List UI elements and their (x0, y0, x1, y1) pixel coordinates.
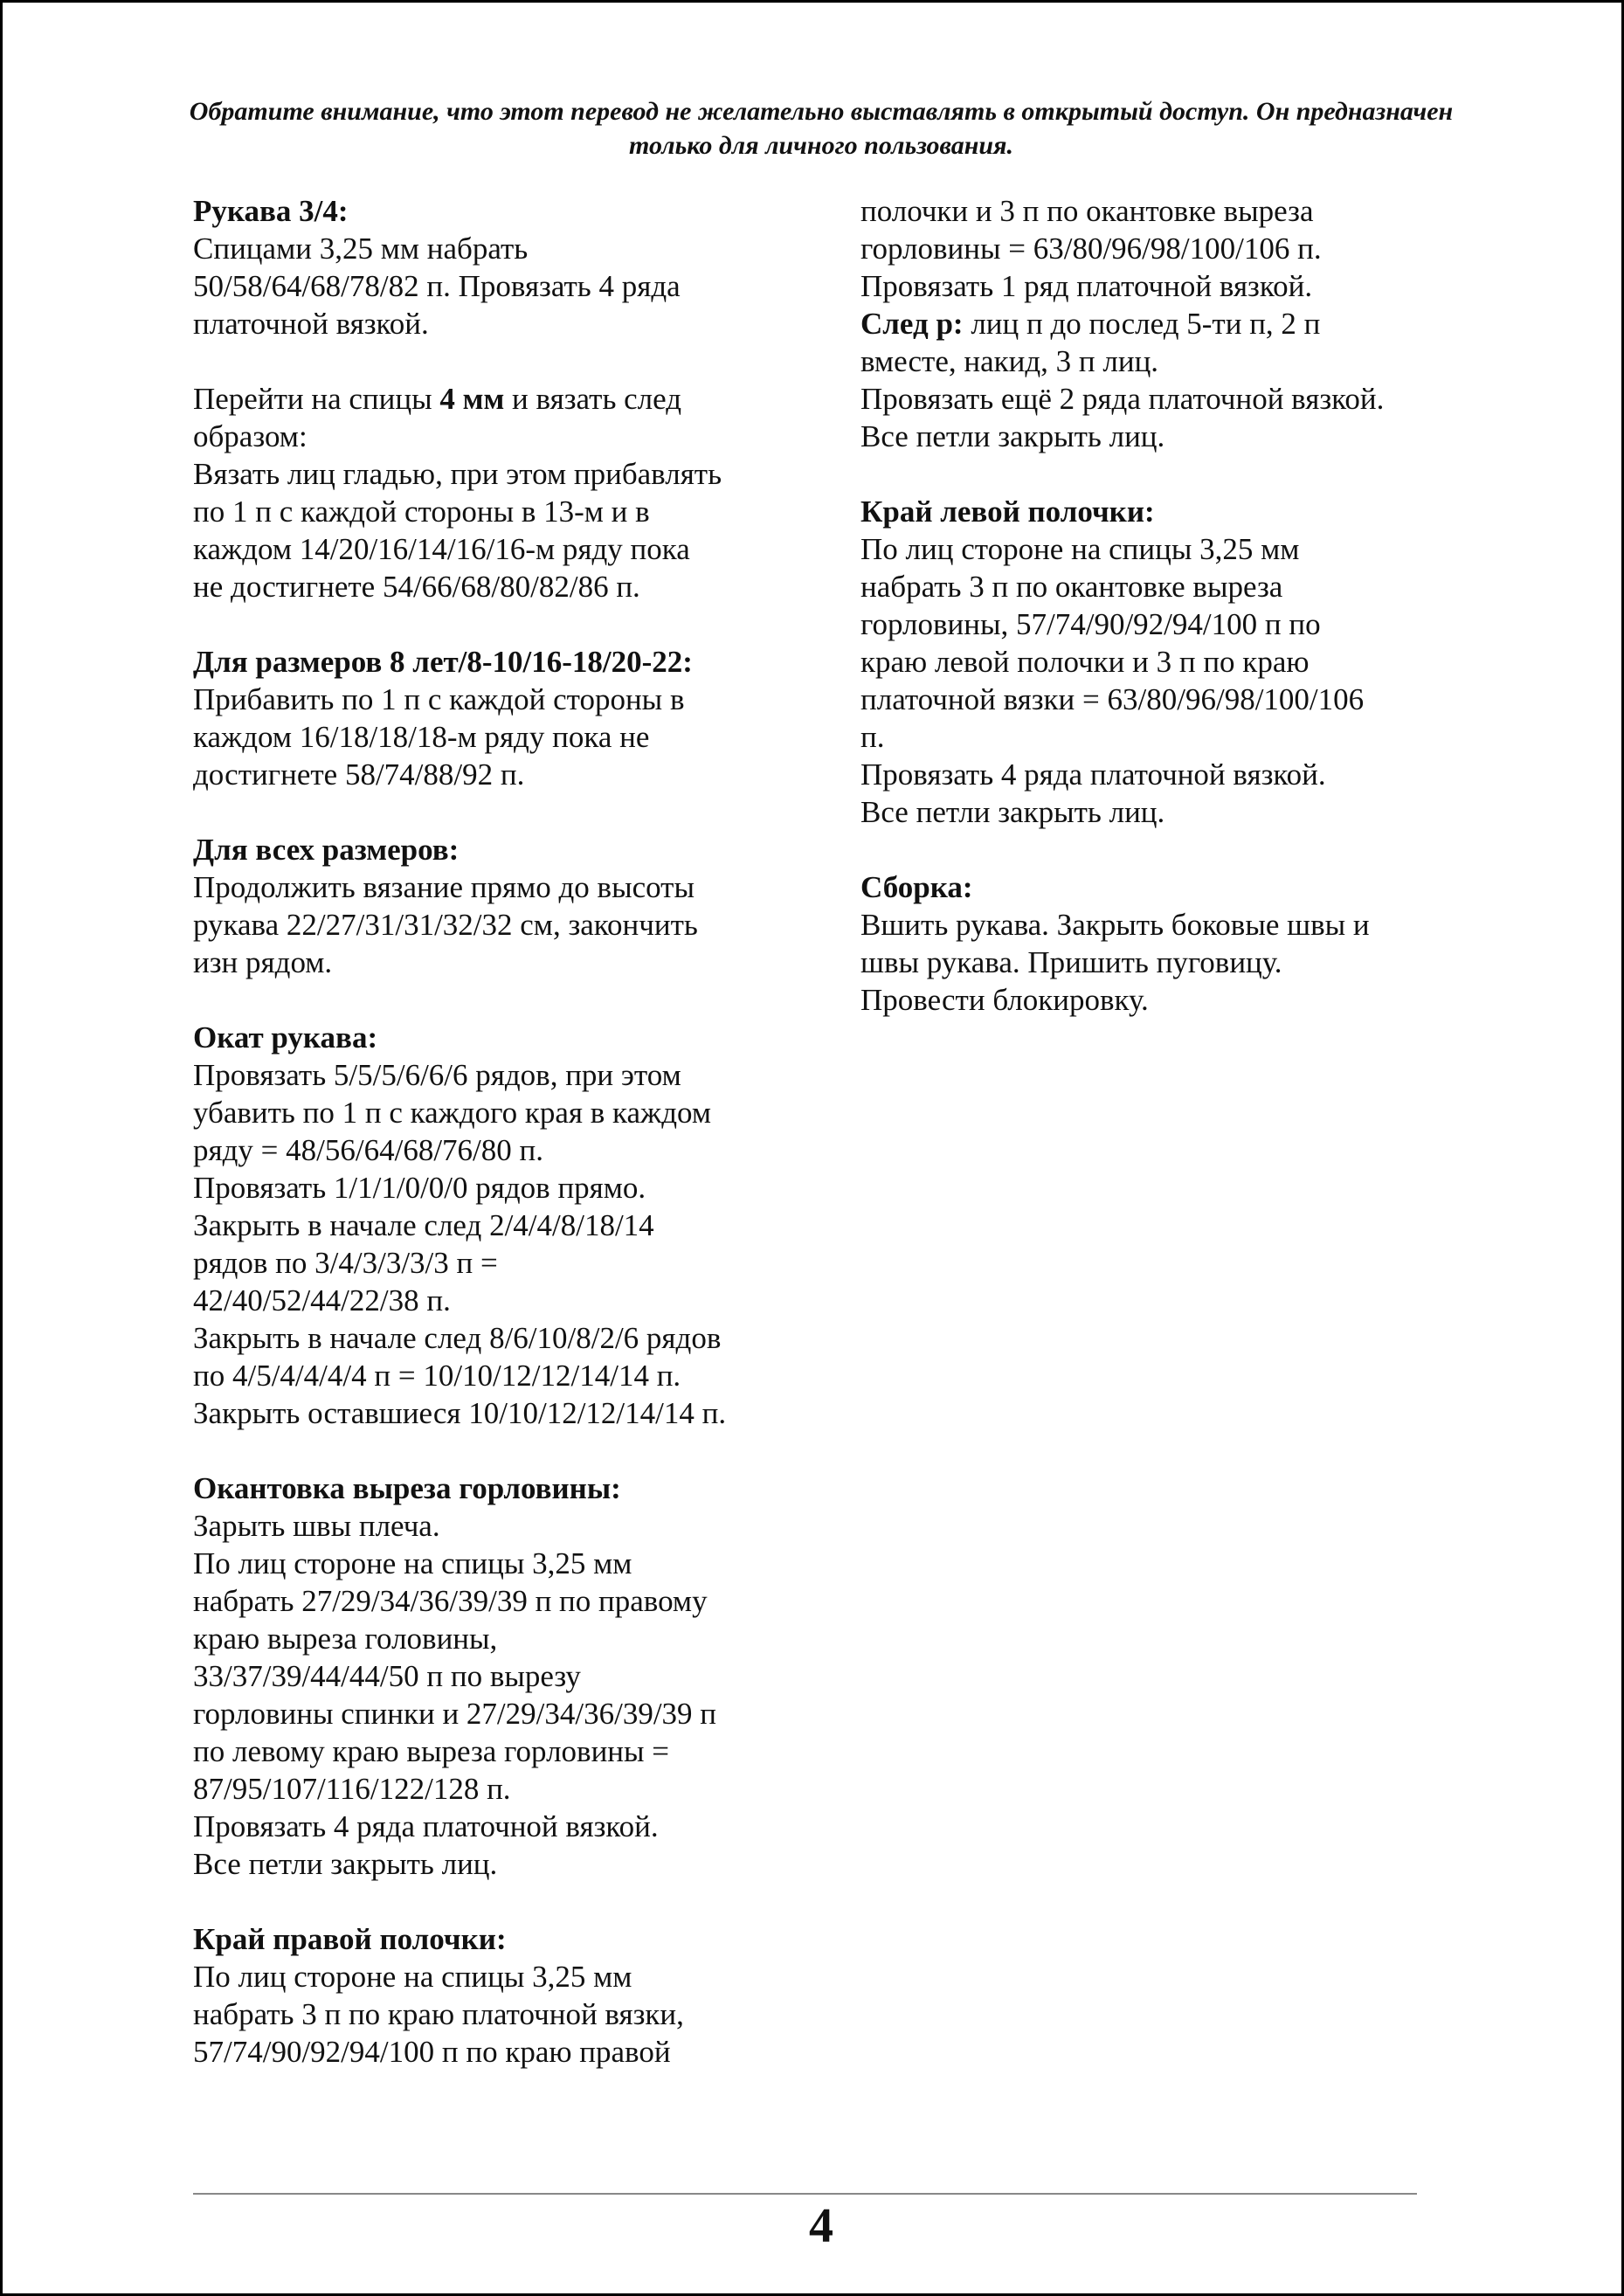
text-segment: краю левой полочки и 3 п по краю (860, 645, 1310, 679)
text-segment: Провязать 4 ряда платочной вязкой. (860, 757, 1326, 792)
text-line (193, 1357, 805, 1394)
text-segment: 33/37/39/44/44/50 п по вырезу (193, 1659, 581, 1693)
text-segment: Провязать 1/1/1/0/0/0 рядов прямо. (193, 1171, 646, 1205)
text-line (860, 418, 1455, 455)
text-line (193, 493, 805, 530)
text-line (860, 380, 1455, 418)
text-segment: лиц п до послед 5-ти п, 2 п (963, 307, 1321, 341)
text-segment: швы рукава. Пришить пуговицу. (860, 945, 1282, 979)
text-line (193, 230, 805, 267)
text-segment: горловины = 63/80/96/98/100/106 п. (860, 232, 1322, 266)
text-segment: платочной вязки = 63/80/96/98/100/106 (860, 682, 1365, 716)
bold-text: Окат рукава: (193, 1020, 378, 1055)
text-line (193, 380, 805, 418)
text-segment: Все петли закрыть лиц. (193, 1847, 498, 1881)
text-line (860, 605, 1455, 643)
text-line (860, 342, 1455, 380)
text-segment: Закрыть оставшиеся 10/10/12/12/14/14 п. (193, 1396, 727, 1430)
left-column (193, 192, 805, 2071)
text-segment: Зарыть швы плеча. (193, 1509, 440, 1543)
text-segment: Провязать 5/5/5/6/6/6 рядов, при этом (193, 1058, 681, 1092)
paragraph-gap (860, 455, 1455, 493)
bold-text: Край левой полочки: (860, 494, 1155, 529)
paragraph-gap (193, 793, 805, 831)
text-segment: набрать 27/29/34/36/39/39 п по правому (193, 1584, 708, 1618)
text-line (193, 756, 805, 793)
paragraph-gap (193, 1883, 805, 1920)
text-line (193, 906, 805, 944)
section-heading (193, 1920, 805, 1958)
text-segment: по 4/5/4/4/4/4 п = 10/10/12/12/14/14 п. (193, 1359, 681, 1393)
text-segment: вместе, накид, 3 п лиц. (860, 344, 1159, 378)
text-segment: Прибавить по 1 п с каждой стороны в (193, 682, 685, 716)
text-line (193, 681, 805, 718)
text-segment: набрать 3 п по краю платочной вязки, (193, 1997, 684, 2031)
text-line (193, 1094, 805, 1131)
text-line (860, 944, 1455, 981)
bold-text: След р: (860, 307, 964, 341)
text-segment: По лиц стороне на спицы 3,25 мм (193, 1960, 632, 1994)
text-line (193, 1845, 805, 1883)
text-line (193, 1770, 805, 1808)
text-segment: убавить по 1 п с каждого края в каждом (193, 1096, 712, 1130)
text-line (193, 868, 805, 906)
text-line (860, 981, 1455, 1019)
bold-text: Для размеров 8 лет/8-10/16-18/20-22: (193, 645, 693, 679)
text-segment: Продолжить вязание прямо до высоты (193, 870, 695, 904)
footer-divider (193, 2193, 1417, 2195)
text-segment: горловины, 57/74/90/92/94/100 п по (860, 607, 1321, 641)
text-line (193, 1244, 805, 1282)
text-line (193, 718, 805, 756)
text-segment: каждом 14/20/16/14/16/16-м ряду пока (193, 532, 690, 566)
text-segment: 42/40/52/44/22/38 п. (193, 1283, 451, 1317)
paragraph-gap (193, 342, 805, 380)
text-line (193, 1657, 805, 1695)
text-line (193, 1207, 805, 1244)
text-segment: рукава 22/27/31/31/32/32 см, закончить (193, 908, 698, 942)
text-segment: Спицами 3,25 мм набрать (193, 232, 529, 266)
text-segment: по 1 п с каждой стороны в 13-м и в (193, 494, 650, 529)
text-segment: краю выреза головины, (193, 1622, 498, 1656)
paragraph-gap (860, 831, 1455, 868)
section-heading (193, 192, 805, 230)
text-segment: по левому краю выреза горловины = (193, 1734, 670, 1768)
text-line (860, 230, 1455, 267)
text-line (193, 1545, 805, 1582)
text-segment: не достигнете 54/66/68/80/82/86 п. (193, 570, 640, 604)
section-heading (193, 1019, 805, 1056)
bold-text: Край правой полочки: (193, 1922, 507, 1956)
text-segment: Провязать 1 ряд платочной вязкой. (860, 269, 1313, 303)
section-heading (193, 831, 805, 868)
text-line (193, 1131, 805, 1169)
text-line (860, 756, 1455, 793)
text-line (193, 1169, 805, 1207)
text-segment: достигнете 58/74/88/92 п. (193, 757, 525, 792)
text-segment: 87/95/107/116/122/128 п. (193, 1772, 511, 1806)
text-segment: горловины спинки и 27/29/34/36/39/39 п (193, 1697, 717, 1731)
text-line (193, 568, 805, 605)
text-line (193, 1958, 805, 1995)
text-segment: 57/74/90/92/94/100 п по краю правой (193, 2035, 671, 2069)
text-line (193, 1732, 805, 1770)
text-line (193, 1995, 805, 2033)
text-segment: полочки и 3 п по окантовке выреза (860, 194, 1314, 228)
text-segment: ряду = 48/56/64/68/76/80 п. (193, 1133, 543, 1167)
section-heading (860, 868, 1455, 906)
text-line (193, 1620, 805, 1657)
text-line (193, 1582, 805, 1620)
paragraph-gap (193, 1432, 805, 1470)
text-segment: Провести блокировку. (860, 983, 1149, 1017)
section-heading (860, 493, 1455, 530)
text-segment: Перейти на спицы (193, 382, 440, 416)
translation-notice: Обратите внимание, что этот перевод не желательно выставлять в открытый доступ. Он предназначен только для личного пользования. (189, 97, 1454, 160)
bold-text: Окантовка выреза горловины: (193, 1471, 621, 1505)
text-line (193, 1282, 805, 1319)
text-line (193, 418, 805, 455)
text-segment: и вязать след (504, 382, 682, 416)
section-heading (193, 1470, 805, 1507)
bold-text: Сборка: (860, 870, 973, 904)
text-line (860, 906, 1455, 944)
text-segment: 50/58/64/68/78/82 п. Провязать 4 ряда (193, 269, 681, 303)
text-segment: каждом 16/18/18/18-м ряду пока не (193, 720, 650, 754)
text-line (860, 718, 1455, 756)
text-segment: Провязать ещё 2 ряда платочной вязкой. (860, 382, 1385, 416)
text-line (193, 1695, 805, 1732)
section-heading (193, 643, 805, 681)
text-line (193, 305, 805, 342)
page-number: 4 (809, 2199, 833, 2253)
text-line (860, 305, 1455, 342)
text-segment: Вязать лиц гладью, при этом прибавлять (193, 457, 722, 491)
text-segment: Все петли закрыть лиц. (860, 419, 1165, 453)
text-line (193, 1319, 805, 1357)
text-segment: Вшить рукава. Закрыть боковые швы и (860, 908, 1370, 942)
text-line (193, 1808, 805, 1845)
text-segment: платочной вязкой. (193, 307, 429, 341)
text-line (860, 267, 1455, 305)
text-segment: п. (860, 720, 885, 754)
text-line (860, 192, 1455, 230)
text-line (860, 568, 1455, 605)
text-line (193, 1056, 805, 1094)
bold-text: Для всех размеров: (193, 833, 460, 867)
text-segment: Провязать 4 ряда платочной вязкой. (193, 1809, 659, 1843)
bold-text: 4 мм (439, 382, 505, 416)
text-line (860, 681, 1455, 718)
text-segment: изн рядом. (193, 945, 333, 979)
text-segment: образом: (193, 419, 308, 453)
text-line (860, 643, 1455, 681)
bold-text: Рукава 3/4: (193, 194, 349, 228)
text-line (860, 793, 1455, 831)
text-segment: набрать 3 п по окантовке выреза (860, 570, 1283, 604)
paragraph-gap (193, 981, 805, 1019)
text-segment: По лиц стороне на спицы 3,25 мм (860, 532, 1300, 566)
text-line (193, 267, 805, 305)
text-segment: По лиц стороне на спицы 3,25 мм (193, 1546, 632, 1580)
text-segment: Закрыть в начале след 8/6/10/8/2/6 рядов (193, 1321, 722, 1355)
text-segment: Все петли закрыть лиц. (860, 795, 1165, 829)
paragraph-gap (193, 605, 805, 643)
text-line (193, 944, 805, 981)
text-line (193, 2033, 805, 2071)
text-segment: рядов по 3/4/3/3/3/3 п = (193, 1246, 498, 1280)
text-line (193, 530, 805, 568)
right-column (860, 192, 1455, 1019)
text-line (860, 530, 1455, 568)
text-line (193, 1394, 805, 1432)
text-segment: Закрыть в начале след 2/4/4/8/18/14 (193, 1208, 654, 1242)
text-line (193, 455, 805, 493)
text-line (193, 1507, 805, 1545)
